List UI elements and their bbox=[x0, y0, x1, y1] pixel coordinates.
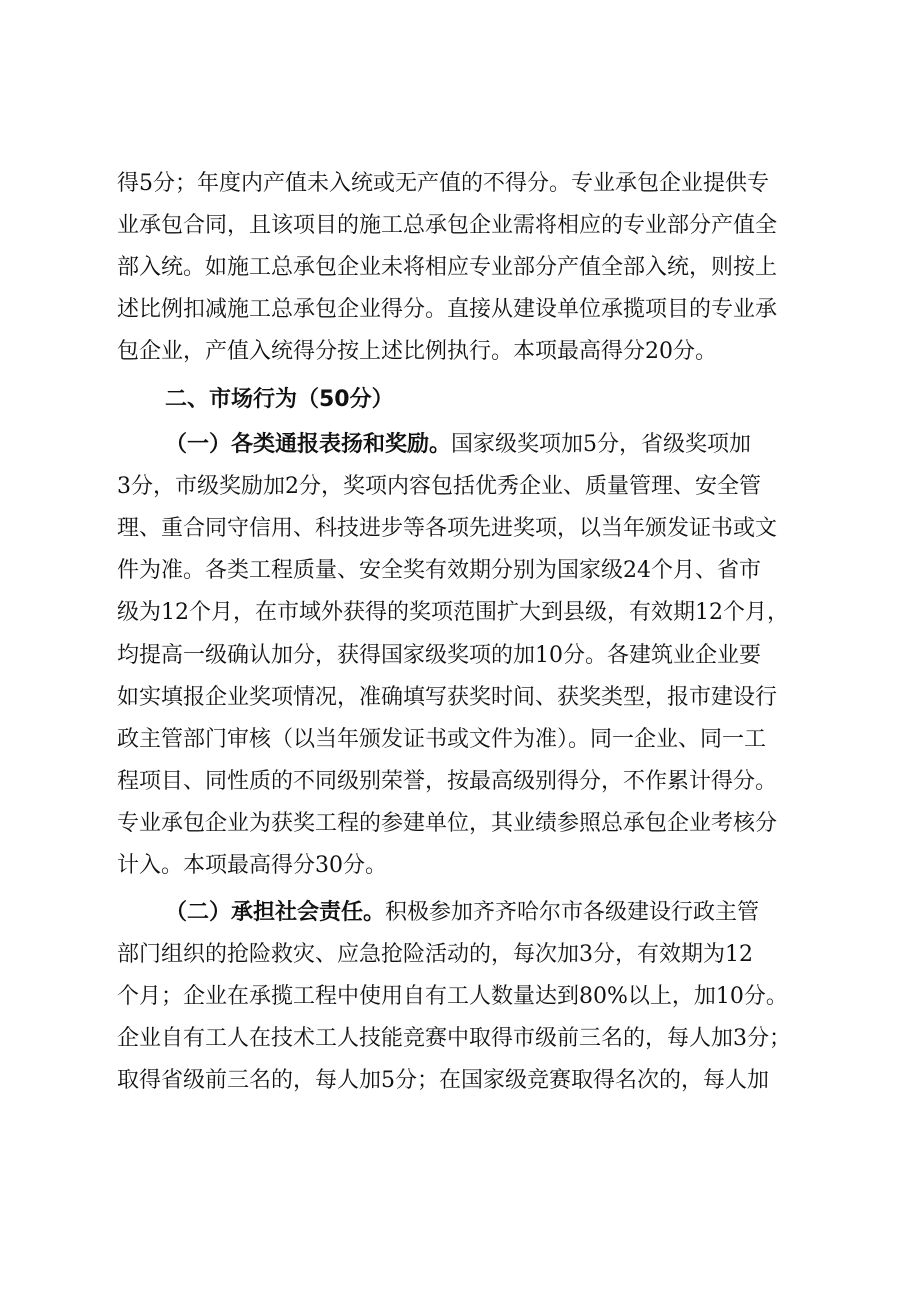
item-title: （一）各类通报表扬和奖励。 bbox=[165, 432, 452, 457]
paragraph-line: 述比例扣减施工总承包企业得分。直接从建设单位承揽项目的专业承 bbox=[117, 297, 778, 322]
paragraph-line: 部门组织的抢险救灾、应急抢险活动的，每次加3分，有效期为12 bbox=[117, 942, 753, 967]
item-first-line bbox=[165, 425, 751, 465]
paragraph-line: 政主管部门审核（以当年颁发证书或文件为准）。同一企业、同一工 bbox=[117, 727, 767, 752]
paragraph-line: 专业承包企业为获奖工程的参建单位，其业绩参照总承包企业考核分 bbox=[117, 811, 778, 836]
paragraph-line: 部入统。如施工总承包企业未将相应专业部分产值全部入统，则按上 bbox=[117, 255, 778, 280]
paragraph-line: 如实填报企业奖项情况，准确填写获奖时间、获奖类型，报市建设行 bbox=[117, 685, 778, 710]
paragraph-line: 均提高一级确认加分，获得国家级奖项的加10分。各建筑业企业要 bbox=[117, 643, 761, 668]
paragraph-line: 企业自有工人在技术工人技能竞赛中取得市级前三名的，每人加3分； bbox=[117, 1026, 791, 1051]
paragraph-line: 得5分；年度内产值未入统或无产值的不得分。专业承包企业提供专 bbox=[117, 171, 769, 196]
paragraph-line: 个月；企业在承揽工程中使用自有工人数量达到80%以上，加10分。 bbox=[117, 984, 788, 1009]
paragraph-line: 包企业，产值入统得分按上述比例执行。本项最高得分20分。 bbox=[117, 339, 717, 364]
item-first-line bbox=[165, 893, 759, 933]
item-title: （二）承担社会责任。 bbox=[165, 900, 386, 925]
paragraph-line: 取得省级前三名的，每人加5分；在国家级竞赛取得名次的，每人加 bbox=[117, 1068, 769, 1093]
item-text: 积极参加齐齐哈尔市各级建设行政主管 bbox=[385, 900, 760, 925]
paragraph-line: 级为12个月，在市域外获得的奖项范围扩大到县级，有效期12个月， bbox=[117, 600, 789, 625]
item-text: 国家级奖项加5分，省级奖项加 bbox=[451, 432, 752, 457]
section-heading: 二、市场行为（50分） bbox=[165, 387, 394, 412]
paragraph-line: 程项目、同性质的不同级别荣誉，按最高级别得分，不作累计得分。 bbox=[117, 769, 778, 794]
paragraph-line: 理、重合同守信用、科技进步等各项先进奖项，以当年颁发证书或文 bbox=[117, 516, 778, 541]
paragraph-line: 计入。本项最高得分30分。 bbox=[117, 853, 387, 878]
paragraph-line: 业承包合同，且该项目的施工总承包企业需将相应的专业部分产值全 bbox=[117, 213, 778, 238]
paragraph-line: 件为准。各类工程质量、安全奖有效期分别为国家级24个月、省市 bbox=[117, 558, 761, 583]
paragraph-line: 3分，市级奖励加2分，奖项内容包括优秀企业、质量管理、安全管 bbox=[117, 474, 761, 499]
